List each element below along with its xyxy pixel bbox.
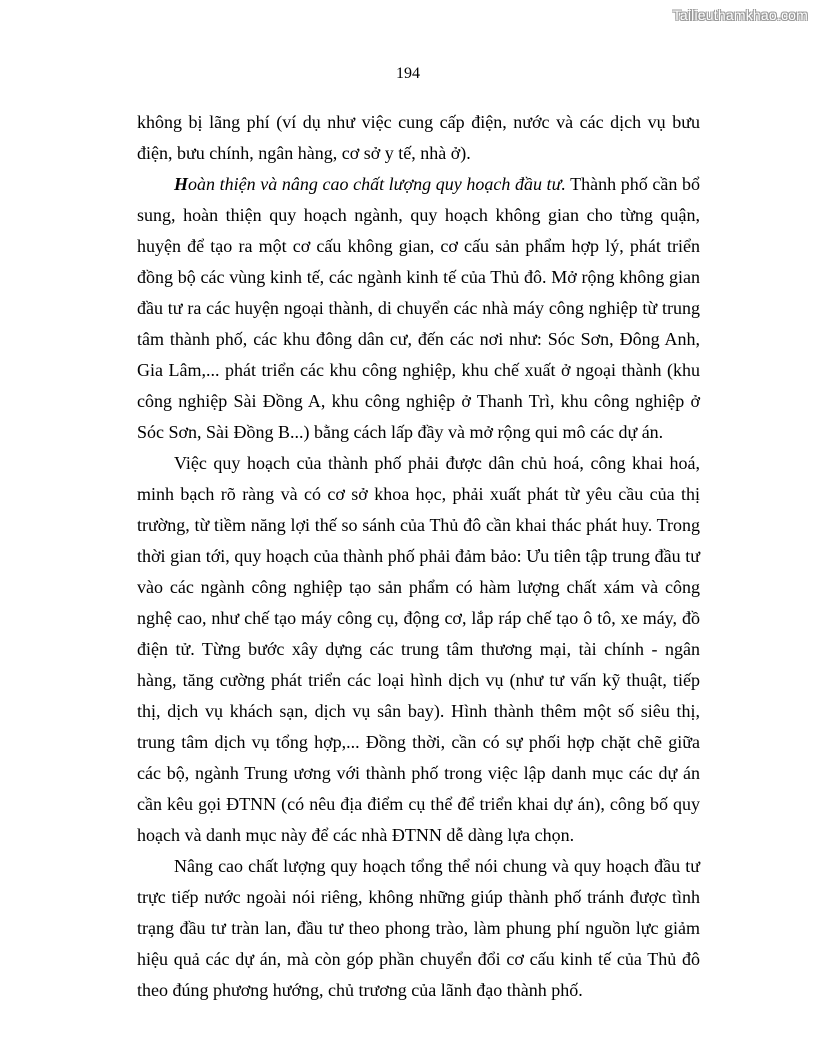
paragraph-planning-quality — [137, 169, 700, 448]
heading-rest: oàn thiện và nâng cao chất lượng quy hoạch đầu tư. — [188, 174, 566, 194]
paragraph-continued: không bị lãng phí (ví dụ như việc cung cấp điện, nước và các dịch vụ bưu điện, bưu chính, ngân hàng, cơ sở y tế, nhà ở). — [137, 112, 700, 163]
heading-initial: H — [174, 174, 189, 194]
page-number: 194 — [396, 65, 420, 82]
paragraph-conclusion: Nâng cao chất lượng quy hoạch tổng thể nói chung và quy hoạch đầu tư trực tiếp nước ngoài nói riêng, không những giúp thành phố tránh được tình trạng đầu tư tràn lan, đầu tư theo phong trào, làm phung phí nguồn lực giảm hiệu quả các dự án, mà còn góp phần chuyển đổi cơ cấu kinh tế của Thủ đô theo đúng phương hướng, chủ trương của lãnh đạo thành phố. — [137, 856, 700, 1000]
paragraph-heading — [174, 174, 566, 194]
document-body — [137, 107, 700, 1006]
paragraph-body: Thành phố cần bổ sung, hoàn thiện quy hoạch ngành, quy hoạch không gian cho từng quận, huyện để tạo ra một cơ cấu không gian, cơ cấu sản phẩm hợp lý, phát triển đồng bộ các vùng kinh tế, các ngành kinh tế của Thủ đô. Mở rộng không gian đầu tư ra các huyện ngoại thành, di chuyển các nhà máy công nghiệp từ trung tâm thành phố, các khu đông dân cư, đến các nơi như: Sóc Sơn, Đông Anh, Gia Lâm,... phát triển các khu công nghiệp, khu chế xuất ở ngoại thành (khu công nghiệp Sài Đồng A, khu công nghiệp ở Thanh Trì, khu công nghiệp ở Sóc Sơn, Sài Đồng B...) bằng cách lấp đầy và mở rộng qui mô các dự án. — [137, 174, 701, 442]
watermark: Tailieuthamkhao.com — [672, 7, 808, 23]
paragraph-city-planning: Việc quy hoạch của thành phố phải được dân chủ hoá, công khai hoá, minh bạch rõ ràng và có cơ sở khoa học, phải xuất phát từ yêu cầu của thị trường, từ tiềm năng lợi thế so sánh của Thủ đô cần khai thác phát huy. Trong thời gian tới, quy hoạch của thành phố phải đảm bảo: Ưu tiên tập trung đầu tư vào các ngành công nghiệp tạo sản phẩm có hàm lượng chất xám và công nghệ cao, như chế tạo máy công cụ, động cơ, lắp ráp chế tạo ô tô, xe máy, đồ điện tử. Từng bước xây dựng các trung tâm thương mại, tài chính - ngân hàng, tăng cường phát triển các loại hình dịch vụ (như tư vấn kỹ thuật, tiếp thị, dịch vụ khách sạn, dịch vụ sân bay). Hình thành thêm một số siêu thị, trung tâm dịch vụ tổng hợp,... Đồng thời, cần có sự phối hợp chặt chẽ giữa các bộ, ngành Trung ương với thành phố trong việc lập danh mục các dự án cần kêu gọi ĐTNN (có nêu địa điểm cụ thể để triển khai dự án), công bố quy hoạch và danh mục này để các nhà ĐTNN dễ dàng lựa chọn. — [137, 453, 700, 845]
